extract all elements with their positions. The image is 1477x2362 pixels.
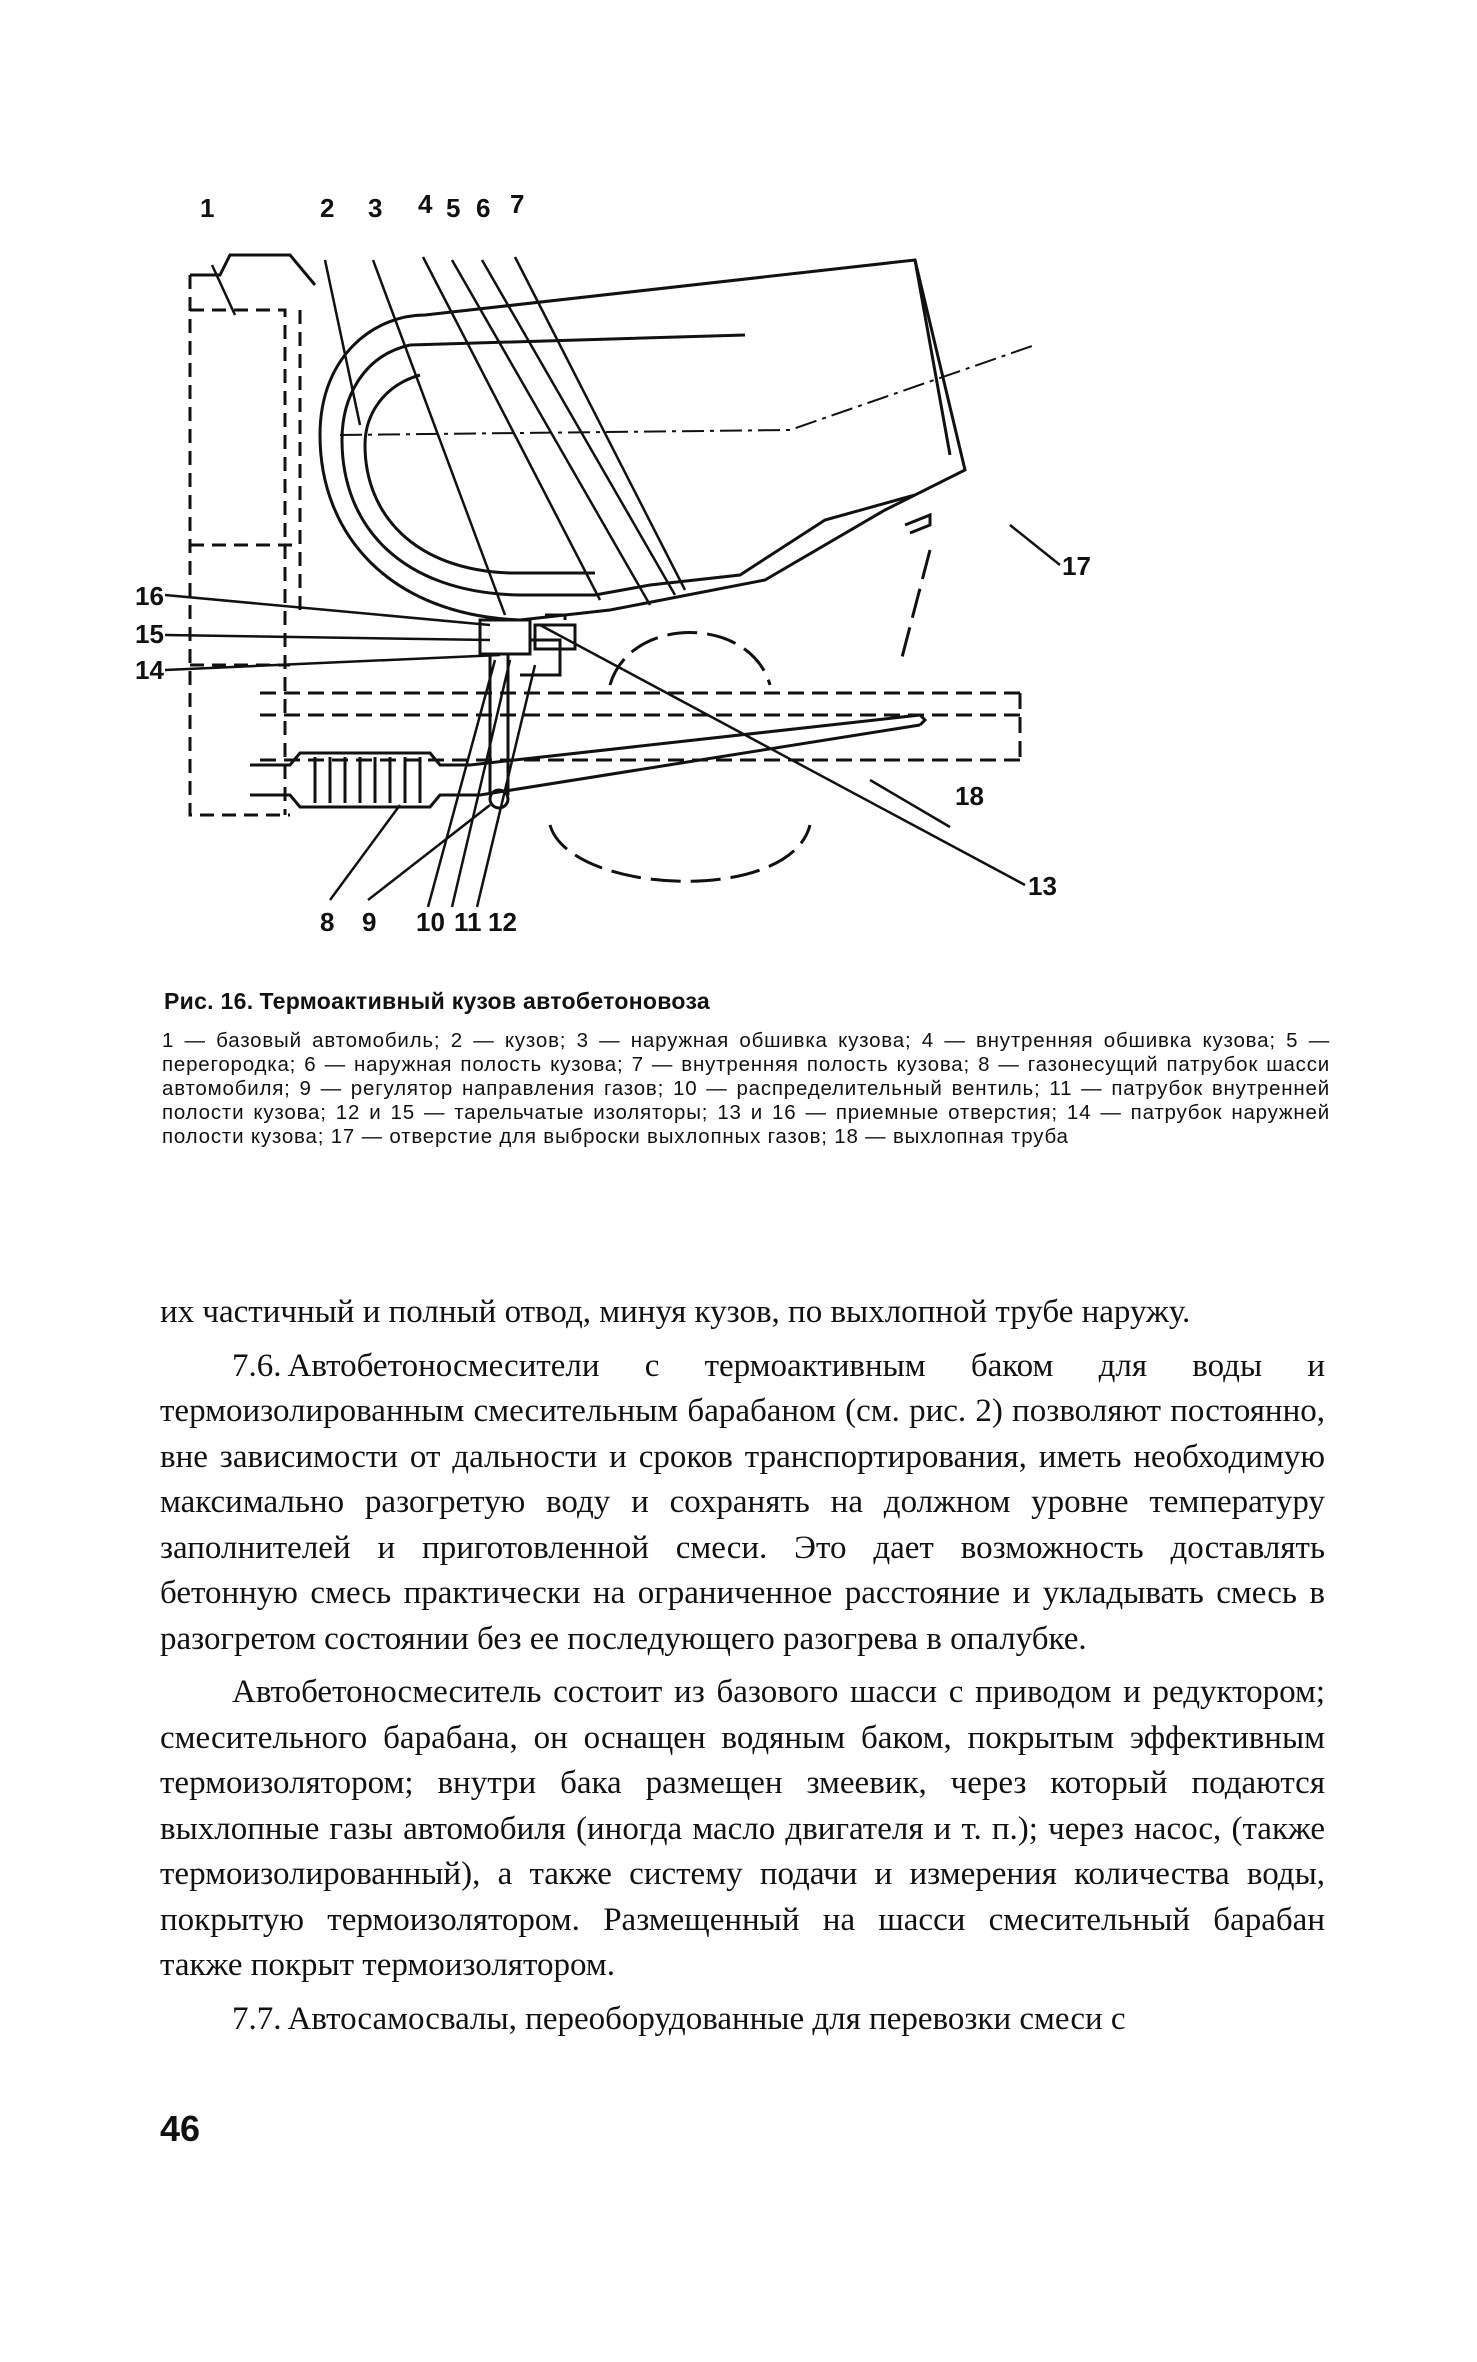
caption-title-text: Термоактивный кузов автобетоновоза	[259, 988, 710, 1014]
thermoactive-body-drawing	[135, 189, 1330, 955]
callout-18: 18	[955, 781, 984, 811]
paragraph-7-6-text: Автобетоносмесители с термоактивным баком для воды и термоизолированным смесительным барабаном (см. рис. 2) позволяют постоянно, вне зависимости от дальности и сроков транспортирования, иметь необходимую максимально разогретую воду и сохранять на должном уровне температуру заполнителей и приготовленной смеси. Это дает возможность доставлять бетонную смесь практически на ограниченное расстояние и укладывать смесь в разогретом состоянии без ее последующего разогрева в опалубке.	[160, 1347, 1325, 1657]
paragraph-7-7-text: Автосамосвалы, переоборудованные для перевозки смеси с	[287, 2000, 1126, 2037]
paragraph-continuation: их частичный и полный отвод, минуя кузов, по выхлопной трубе наружу.	[160, 1294, 1191, 1330]
callout-5: 5	[446, 193, 461, 223]
rear-wheel	[550, 633, 810, 882]
exhaust-outlet	[905, 515, 930, 533]
callout-17: 17	[1062, 551, 1091, 581]
callout-15: 15	[135, 619, 164, 649]
callout-8: 8	[320, 907, 335, 937]
paragraph-mixer-description: Автобетоносмеситель состоит из базового шасси с приводом и редуктором; смесительного барабана, он оснащен водяным баком, покрытым эффективным термоизолятором; внутри бака размещен змеевик, через который подаются выхлопные газы автомобиля (иногда масло двигателя и т. п.); через насос, (также термоизолированный), а также систему подачи и измерения количества воды, покрытую термоизолятором. Размещенный на шасси смесительный барабан также покрыт термоизолятором.	[160, 1674, 1325, 1983]
body-axis	[340, 345, 1035, 435]
callout-10: 10	[416, 907, 445, 937]
valve-assembly	[480, 615, 575, 808]
outlet-duct	[900, 550, 930, 665]
caption-label: Рис. 16.	[164, 988, 254, 1014]
base-vehicle-cab	[190, 275, 300, 815]
figure-16-diagram	[135, 189, 1330, 955]
section-number-7-6: 7.6.	[232, 1347, 282, 1384]
callout-1: 1	[200, 193, 215, 223]
callout-14: 14	[135, 655, 164, 685]
callout-3: 3	[368, 193, 383, 223]
cab-roof	[190, 255, 315, 285]
body-text	[160, 1290, 1325, 2050]
section-number-7-7: 7.7.	[232, 2000, 282, 2037]
callout-9: 9	[362, 907, 377, 937]
callout-7: 7	[510, 189, 525, 219]
dump-body	[320, 260, 965, 620]
callout-12: 12	[488, 907, 517, 937]
paragraph-7-7	[160, 1997, 1325, 2043]
callout-16: 16	[135, 581, 164, 611]
callout-11: 11	[454, 907, 482, 937]
caption-title	[164, 988, 1330, 1015]
figure-caption	[162, 988, 1330, 1149]
callout-2: 2	[320, 193, 335, 223]
callout-6: 6	[476, 193, 491, 223]
page-number: 46	[160, 2108, 201, 2149]
caption-legend: 1 — базовый автомобиль; 2 — кузов; 3 — наружная обшивка кузова; 4 — внутренняя обшивка кузова; 5 — перегородка; 6 — наружная полость кузова; 7 — внутренняя полость кузова; 8 — газонесущий патрубок шасси автомобиля; 9 — регулятор направления газов; 10 — распределительный вентиль; 11 — патрубок внутренней полости кузова; 12 и 15 — тарельчатые изоляторы; 13 и 16 — приемные отверстия; 14 — патрубок наружней полости кузова; 17 — отверстие для выброски выхлопных газов; 18 — выхлопная труба	[162, 1029, 1330, 1148]
paragraph-7-6	[160, 1344, 1325, 1663]
callout-4: 4	[418, 189, 433, 219]
callout-13: 13	[1028, 871, 1057, 901]
